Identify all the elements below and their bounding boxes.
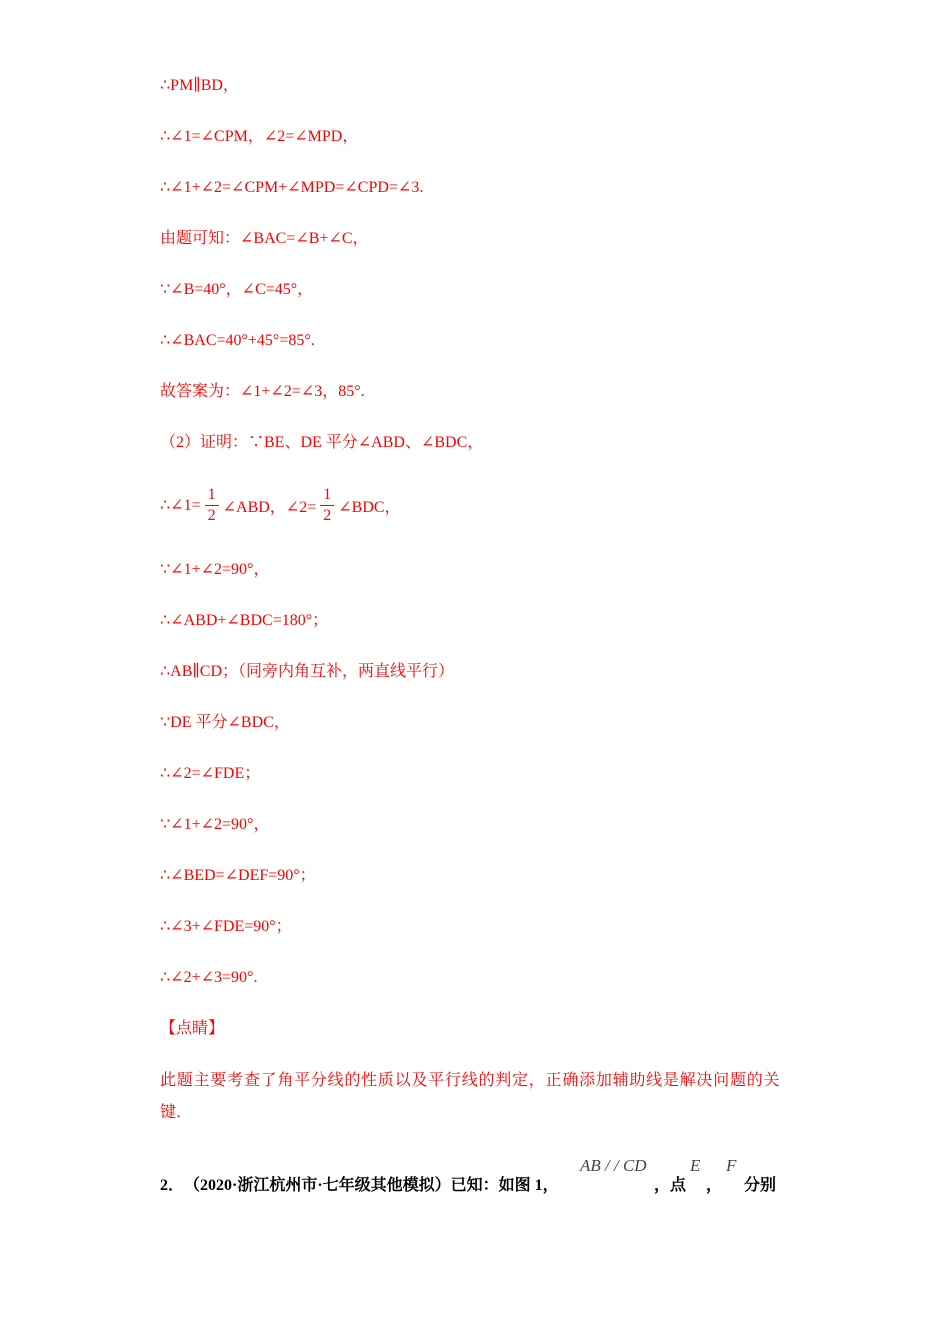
question-line	[160, 1152, 780, 1192]
fraction-denominator: 2	[323, 506, 332, 524]
solution-line-2: ∴∠1=∠CPM，∠2=∠MPD，	[160, 128, 359, 145]
question-comma: ，	[706, 1177, 723, 1194]
fraction-numerator: 1	[207, 485, 216, 503]
fraction-line-suffix: ∠BDC，	[338, 498, 401, 516]
question-source: （2020·浙江杭州市·七年级其他模拟）已知：如图 1，	[184, 1177, 559, 1194]
solution-line-10: ∴∠ABD+∠BDC=180°；	[160, 612, 329, 629]
math-point-e: E	[690, 1156, 701, 1175]
solution-line-5: ∵∠B=40°，∠C=45°，	[160, 281, 314, 298]
solution-line-6: ∴∠BAC=40°+45°=85°.	[160, 332, 315, 349]
math-point-f: F	[726, 1156, 737, 1175]
solution-line-16: ∴∠3+∠FDE=90°；	[160, 918, 292, 935]
question-number: 2．	[160, 1177, 185, 1194]
fraction-line	[160, 482, 401, 528]
fraction-bar	[205, 505, 219, 506]
fraction-half-2	[320, 486, 334, 525]
solution-line-1: ∴PM∥BD，	[160, 77, 239, 94]
solution-line-3: ∴∠1+∠2=∠CPM+∠MPD=∠CPD=∠3.	[160, 179, 424, 196]
solution-line-17: ∴∠2+∠3=90°.	[160, 969, 258, 986]
answer-line: 故答案为：∠1+∠2=∠3，85°.	[160, 383, 365, 400]
math-ab-parallel-cd: AB / / CD	[580, 1156, 647, 1175]
question-text-respectively: 分别	[744, 1177, 777, 1194]
fraction-bar	[320, 505, 334, 506]
fraction-numerator: 1	[323, 485, 332, 503]
solution-line-4: 由题可知：∠BAC=∠B+∠C，	[160, 230, 369, 247]
solution-line-14: ∵∠1+∠2=90°，	[160, 816, 270, 833]
proof-start-line: （2）证明：∵BE、DE 平分∠ABD、∠BDC，	[160, 434, 484, 451]
fraction-half-1	[205, 486, 219, 525]
comment-paragraph: 此题主要考查了角平分线的性质以及平行线的判定，正确添加辅助线是解决问题的关键.	[160, 1072, 780, 1121]
solution-line-12: ∵DE 平分∠BDC，	[160, 714, 290, 731]
solution-line-9: ∵∠1+∠2=90°，	[160, 561, 270, 578]
solution-line-15: ∴∠BED=∠DEF=90°；	[160, 867, 316, 884]
solution-line-13: ∴∠2=∠FDE；	[160, 765, 261, 782]
solution-line-11: ∴AB∥CD；（同旁内角互补，两直线平行）	[160, 663, 455, 680]
fraction-line-middle: ∠ABD，∠2=	[222, 498, 317, 516]
question-text-point: ，点	[654, 1177, 687, 1194]
comment-header: 【点睛】	[160, 1020, 225, 1037]
fraction-line-prefix: ∴∠1=	[160, 497, 201, 514]
fraction-denominator: 2	[207, 506, 216, 524]
